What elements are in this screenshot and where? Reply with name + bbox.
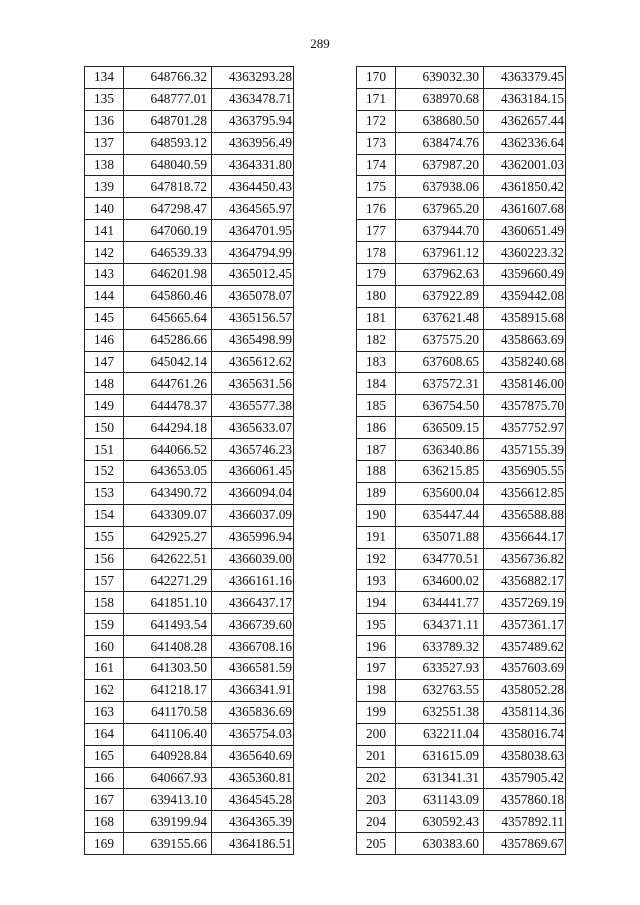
y-coordinate-cell: 4363293.28 [212, 67, 294, 89]
table-row [85, 461, 294, 483]
x-coordinate-cell: 645665.64 [124, 307, 212, 329]
table-row [357, 351, 566, 373]
y-coordinate-cell: 4364545.28 [212, 789, 294, 811]
x-coordinate-cell: 641493.54 [124, 614, 212, 636]
table-row [357, 679, 566, 701]
table-row [85, 570, 294, 592]
x-coordinate-cell: 642925.27 [124, 526, 212, 548]
table-row [357, 67, 566, 89]
point-number-cell: 146 [85, 329, 124, 351]
point-number-cell: 145 [85, 307, 124, 329]
y-coordinate-cell: 4365360.81 [212, 767, 294, 789]
point-number-cell: 194 [357, 592, 396, 614]
x-coordinate-cell: 639199.94 [124, 811, 212, 833]
y-coordinate-cell: 4366094.04 [212, 482, 294, 504]
point-number-cell: 155 [85, 526, 124, 548]
x-coordinate-cell: 637965.20 [396, 198, 484, 220]
y-coordinate-cell: 4365078.07 [212, 285, 294, 307]
coordinate-table-left [84, 66, 294, 855]
table-row [85, 811, 294, 833]
x-coordinate-cell: 634441.77 [396, 592, 484, 614]
y-coordinate-cell: 4356736.82 [484, 548, 566, 570]
x-coordinate-cell: 637961.12 [396, 242, 484, 264]
x-coordinate-cell: 642271.29 [124, 570, 212, 592]
y-coordinate-cell: 4358146.00 [484, 373, 566, 395]
x-coordinate-cell: 640928.84 [124, 745, 212, 767]
y-coordinate-cell: 4356644.17 [484, 526, 566, 548]
x-coordinate-cell: 631143.09 [396, 789, 484, 811]
table-row [85, 701, 294, 723]
y-coordinate-cell: 4363379.45 [484, 67, 566, 89]
table-row [85, 592, 294, 614]
point-number-cell: 149 [85, 395, 124, 417]
y-coordinate-cell: 4366039.00 [212, 548, 294, 570]
table-row [85, 658, 294, 680]
x-coordinate-cell: 645042.14 [124, 351, 212, 373]
y-coordinate-cell: 4365498.99 [212, 329, 294, 351]
y-coordinate-cell: 4364565.97 [212, 198, 294, 220]
x-coordinate-cell: 637987.20 [396, 154, 484, 176]
table-row [357, 636, 566, 658]
x-coordinate-cell: 637608.65 [396, 351, 484, 373]
table-row [85, 110, 294, 132]
table-row [357, 88, 566, 110]
point-number-cell: 147 [85, 351, 124, 373]
table-row [357, 701, 566, 723]
point-number-cell: 134 [85, 67, 124, 89]
x-coordinate-cell: 635071.88 [396, 526, 484, 548]
point-number-cell: 178 [357, 242, 396, 264]
y-coordinate-cell: 4363184.15 [484, 88, 566, 110]
y-coordinate-cell: 4360223.32 [484, 242, 566, 264]
y-coordinate-cell: 4366708.16 [212, 636, 294, 658]
table-row [357, 395, 566, 417]
x-coordinate-cell: 638680.50 [396, 110, 484, 132]
point-number-cell: 204 [357, 811, 396, 833]
table-row [85, 767, 294, 789]
point-number-cell: 154 [85, 504, 124, 526]
x-coordinate-cell: 648701.28 [124, 110, 212, 132]
point-number-cell: 195 [357, 614, 396, 636]
y-coordinate-cell: 4356588.88 [484, 504, 566, 526]
point-number-cell: 156 [85, 548, 124, 570]
table-row [85, 526, 294, 548]
y-coordinate-cell: 4357155.39 [484, 439, 566, 461]
table-row [85, 88, 294, 110]
x-coordinate-cell: 638474.76 [396, 132, 484, 154]
table-row [357, 833, 566, 855]
table-row [85, 307, 294, 329]
table-row [357, 132, 566, 154]
x-coordinate-cell: 634371.11 [396, 614, 484, 636]
table-row [357, 504, 566, 526]
y-coordinate-cell: 4365746.23 [212, 439, 294, 461]
point-number-cell: 166 [85, 767, 124, 789]
x-coordinate-cell: 633527.93 [396, 658, 484, 680]
table-row [85, 417, 294, 439]
x-coordinate-cell: 636215.85 [396, 461, 484, 483]
table-row [357, 592, 566, 614]
y-coordinate-cell: 4363795.94 [212, 110, 294, 132]
table-row [85, 285, 294, 307]
x-coordinate-cell: 644761.26 [124, 373, 212, 395]
point-number-cell: 183 [357, 351, 396, 373]
table-row [85, 264, 294, 286]
x-coordinate-cell: 641303.50 [124, 658, 212, 680]
x-coordinate-cell: 646201.98 [124, 264, 212, 286]
y-coordinate-cell: 4364701.95 [212, 220, 294, 242]
y-coordinate-cell: 4366437.17 [212, 592, 294, 614]
table-row [357, 264, 566, 286]
table-row [357, 789, 566, 811]
table-row [85, 723, 294, 745]
table-row [85, 242, 294, 264]
y-coordinate-cell: 4362336.64 [484, 132, 566, 154]
y-coordinate-cell: 4364331.80 [212, 154, 294, 176]
point-number-cell: 202 [357, 767, 396, 789]
point-number-cell: 142 [85, 242, 124, 264]
table-row [357, 811, 566, 833]
point-number-cell: 179 [357, 264, 396, 286]
x-coordinate-cell: 648040.59 [124, 154, 212, 176]
y-coordinate-cell: 4366739.60 [212, 614, 294, 636]
table-row [357, 767, 566, 789]
x-coordinate-cell: 648766.32 [124, 67, 212, 89]
point-number-cell: 181 [357, 307, 396, 329]
x-coordinate-cell: 636754.50 [396, 395, 484, 417]
x-coordinate-cell: 632211.04 [396, 723, 484, 745]
x-coordinate-cell: 644478.37 [124, 395, 212, 417]
x-coordinate-cell: 647298.47 [124, 198, 212, 220]
y-coordinate-cell: 4358240.68 [484, 351, 566, 373]
y-coordinate-cell: 4357860.18 [484, 789, 566, 811]
table-row [85, 833, 294, 855]
point-number-cell: 144 [85, 285, 124, 307]
table-row [85, 439, 294, 461]
point-number-cell: 197 [357, 658, 396, 680]
point-number-cell: 184 [357, 373, 396, 395]
point-number-cell: 159 [85, 614, 124, 636]
y-coordinate-cell: 4357603.69 [484, 658, 566, 680]
point-number-cell: 200 [357, 723, 396, 745]
table-row [85, 482, 294, 504]
y-coordinate-cell: 4365640.69 [212, 745, 294, 767]
table-row [85, 548, 294, 570]
y-coordinate-cell: 4357905.42 [484, 767, 566, 789]
point-number-cell: 150 [85, 417, 124, 439]
x-coordinate-cell: 643490.72 [124, 482, 212, 504]
point-number-cell: 172 [357, 110, 396, 132]
y-coordinate-cell: 4366161.16 [212, 570, 294, 592]
x-coordinate-cell: 638970.68 [396, 88, 484, 110]
table-row [357, 570, 566, 592]
point-number-cell: 135 [85, 88, 124, 110]
x-coordinate-cell: 636509.15 [396, 417, 484, 439]
y-coordinate-cell: 4365633.07 [212, 417, 294, 439]
table-row [85, 679, 294, 701]
table-row [85, 198, 294, 220]
point-number-cell: 151 [85, 439, 124, 461]
x-coordinate-cell: 641408.28 [124, 636, 212, 658]
point-number-cell: 189 [357, 482, 396, 504]
point-number-cell: 196 [357, 636, 396, 658]
x-coordinate-cell: 633789.32 [396, 636, 484, 658]
table-row [85, 132, 294, 154]
y-coordinate-cell: 4364450.43 [212, 176, 294, 198]
table-row [357, 417, 566, 439]
point-number-cell: 137 [85, 132, 124, 154]
point-number-cell: 177 [357, 220, 396, 242]
y-coordinate-cell: 4358663.69 [484, 329, 566, 351]
point-number-cell: 203 [357, 789, 396, 811]
y-coordinate-cell: 4356612.85 [484, 482, 566, 504]
table-row [85, 636, 294, 658]
y-coordinate-cell: 4357489.62 [484, 636, 566, 658]
table-row [85, 395, 294, 417]
x-coordinate-cell: 648777.01 [124, 88, 212, 110]
table-row [357, 242, 566, 264]
table-row [85, 67, 294, 89]
point-number-cell: 158 [85, 592, 124, 614]
x-coordinate-cell: 648593.12 [124, 132, 212, 154]
y-coordinate-cell: 4357869.67 [484, 833, 566, 855]
point-number-cell: 152 [85, 461, 124, 483]
point-number-cell: 182 [357, 329, 396, 351]
point-number-cell: 157 [85, 570, 124, 592]
x-coordinate-cell: 632763.55 [396, 679, 484, 701]
x-coordinate-cell: 635600.04 [396, 482, 484, 504]
table-row [357, 329, 566, 351]
y-coordinate-cell: 4357752.97 [484, 417, 566, 439]
x-coordinate-cell: 630383.60 [396, 833, 484, 855]
y-coordinate-cell: 4365156.57 [212, 307, 294, 329]
y-coordinate-cell: 4358114.36 [484, 701, 566, 723]
table-row [85, 504, 294, 526]
x-coordinate-cell: 645286.66 [124, 329, 212, 351]
x-coordinate-cell: 637962.63 [396, 264, 484, 286]
table-row [357, 723, 566, 745]
y-coordinate-cell: 4357361.17 [484, 614, 566, 636]
table-row [85, 220, 294, 242]
point-number-cell: 173 [357, 132, 396, 154]
x-coordinate-cell: 641170.58 [124, 701, 212, 723]
y-coordinate-cell: 4362657.44 [484, 110, 566, 132]
y-coordinate-cell: 4366341.91 [212, 679, 294, 701]
y-coordinate-cell: 4359442.08 [484, 285, 566, 307]
y-coordinate-cell: 4361607.68 [484, 198, 566, 220]
point-number-cell: 199 [357, 701, 396, 723]
x-coordinate-cell: 631615.09 [396, 745, 484, 767]
point-number-cell: 187 [357, 439, 396, 461]
table-row [357, 220, 566, 242]
point-number-cell: 185 [357, 395, 396, 417]
y-coordinate-cell: 4365996.94 [212, 526, 294, 548]
point-number-cell: 153 [85, 482, 124, 504]
point-number-cell: 168 [85, 811, 124, 833]
point-number-cell: 161 [85, 658, 124, 680]
point-number-cell: 190 [357, 504, 396, 526]
point-number-cell: 148 [85, 373, 124, 395]
table-row [85, 373, 294, 395]
table-row [357, 176, 566, 198]
point-number-cell: 136 [85, 110, 124, 132]
y-coordinate-cell: 4356905.55 [484, 461, 566, 483]
y-coordinate-cell: 4364794.99 [212, 242, 294, 264]
point-number-cell: 176 [357, 198, 396, 220]
table-row [357, 198, 566, 220]
y-coordinate-cell: 4360651.49 [484, 220, 566, 242]
y-coordinate-cell: 4363956.49 [212, 132, 294, 154]
x-coordinate-cell: 632551.38 [396, 701, 484, 723]
point-number-cell: 188 [357, 461, 396, 483]
x-coordinate-cell: 643309.07 [124, 504, 212, 526]
table-row [357, 110, 566, 132]
point-number-cell: 186 [357, 417, 396, 439]
table-row [357, 285, 566, 307]
y-coordinate-cell: 4357892.11 [484, 811, 566, 833]
point-number-cell: 192 [357, 548, 396, 570]
table-row [357, 658, 566, 680]
y-coordinate-cell: 4358915.68 [484, 307, 566, 329]
x-coordinate-cell: 642622.51 [124, 548, 212, 570]
x-coordinate-cell: 639413.10 [124, 789, 212, 811]
point-number-cell: 162 [85, 679, 124, 701]
point-number-cell: 170 [357, 67, 396, 89]
point-number-cell: 143 [85, 264, 124, 286]
x-coordinate-cell: 641851.10 [124, 592, 212, 614]
y-coordinate-cell: 4365612.62 [212, 351, 294, 373]
point-number-cell: 138 [85, 154, 124, 176]
point-number-cell: 169 [85, 833, 124, 855]
x-coordinate-cell: 635447.44 [396, 504, 484, 526]
table-row [357, 439, 566, 461]
x-coordinate-cell: 647818.72 [124, 176, 212, 198]
y-coordinate-cell: 4357875.70 [484, 395, 566, 417]
point-number-cell: 141 [85, 220, 124, 242]
table-row [357, 745, 566, 767]
y-coordinate-cell: 4366037.09 [212, 504, 294, 526]
y-coordinate-cell: 4363478.71 [212, 88, 294, 110]
y-coordinate-cell: 4361850.42 [484, 176, 566, 198]
coordinate-table-right [356, 66, 566, 855]
y-coordinate-cell: 4364186.51 [212, 833, 294, 855]
point-number-cell: 198 [357, 679, 396, 701]
x-coordinate-cell: 637575.20 [396, 329, 484, 351]
table-row [85, 745, 294, 767]
x-coordinate-cell: 637944.70 [396, 220, 484, 242]
table-row [357, 526, 566, 548]
table-row [85, 329, 294, 351]
x-coordinate-cell: 634770.51 [396, 548, 484, 570]
point-number-cell: 171 [357, 88, 396, 110]
table-row [357, 154, 566, 176]
y-coordinate-cell: 4358052.28 [484, 679, 566, 701]
y-coordinate-cell: 4365631.56 [212, 373, 294, 395]
y-coordinate-cell: 4358038.63 [484, 745, 566, 767]
table-row [357, 461, 566, 483]
table-row [85, 176, 294, 198]
page-number: 289 [310, 36, 330, 51]
y-coordinate-cell: 4362001.03 [484, 154, 566, 176]
x-coordinate-cell: 631341.31 [396, 767, 484, 789]
y-coordinate-cell: 4365836.69 [212, 701, 294, 723]
y-coordinate-cell: 4365012.45 [212, 264, 294, 286]
point-number-cell: 139 [85, 176, 124, 198]
table-row [357, 307, 566, 329]
y-coordinate-cell: 4356882.17 [484, 570, 566, 592]
y-coordinate-cell: 4364365.39 [212, 811, 294, 833]
x-coordinate-cell: 645860.46 [124, 285, 212, 307]
y-coordinate-cell: 4357269.19 [484, 592, 566, 614]
x-coordinate-cell: 639155.66 [124, 833, 212, 855]
point-number-cell: 191 [357, 526, 396, 548]
x-coordinate-cell: 644066.52 [124, 439, 212, 461]
x-coordinate-cell: 637572.31 [396, 373, 484, 395]
point-number-cell: 174 [357, 154, 396, 176]
y-coordinate-cell: 4365754.03 [212, 723, 294, 745]
x-coordinate-cell: 637922.89 [396, 285, 484, 307]
table-row [357, 548, 566, 570]
point-number-cell: 140 [85, 198, 124, 220]
x-coordinate-cell: 644294.18 [124, 417, 212, 439]
x-coordinate-cell: 647060.19 [124, 220, 212, 242]
table-row [85, 789, 294, 811]
x-coordinate-cell: 640667.93 [124, 767, 212, 789]
point-number-cell: 201 [357, 745, 396, 767]
x-coordinate-cell: 643653.05 [124, 461, 212, 483]
x-coordinate-cell: 630592.43 [396, 811, 484, 833]
x-coordinate-cell: 641218.17 [124, 679, 212, 701]
x-coordinate-cell: 639032.30 [396, 67, 484, 89]
point-number-cell: 167 [85, 789, 124, 811]
point-number-cell: 165 [85, 745, 124, 767]
point-number-cell: 175 [357, 176, 396, 198]
x-coordinate-cell: 637938.06 [396, 176, 484, 198]
y-coordinate-cell: 4359660.49 [484, 264, 566, 286]
y-coordinate-cell: 4366061.45 [212, 461, 294, 483]
point-number-cell: 164 [85, 723, 124, 745]
point-number-cell: 180 [357, 285, 396, 307]
x-coordinate-cell: 637621.48 [396, 307, 484, 329]
x-coordinate-cell: 646539.33 [124, 242, 212, 264]
point-number-cell: 193 [357, 570, 396, 592]
table-row [85, 154, 294, 176]
point-number-cell: 205 [357, 833, 396, 855]
table-row [357, 614, 566, 636]
table-row [357, 373, 566, 395]
x-coordinate-cell: 636340.86 [396, 439, 484, 461]
table-row [357, 482, 566, 504]
table-row [85, 614, 294, 636]
y-coordinate-cell: 4358016.74 [484, 723, 566, 745]
table-row [85, 351, 294, 373]
y-coordinate-cell: 4366581.59 [212, 658, 294, 680]
y-coordinate-cell: 4365577.38 [212, 395, 294, 417]
point-number-cell: 160 [85, 636, 124, 658]
point-number-cell: 163 [85, 701, 124, 723]
x-coordinate-cell: 641106.40 [124, 723, 212, 745]
x-coordinate-cell: 634600.02 [396, 570, 484, 592]
